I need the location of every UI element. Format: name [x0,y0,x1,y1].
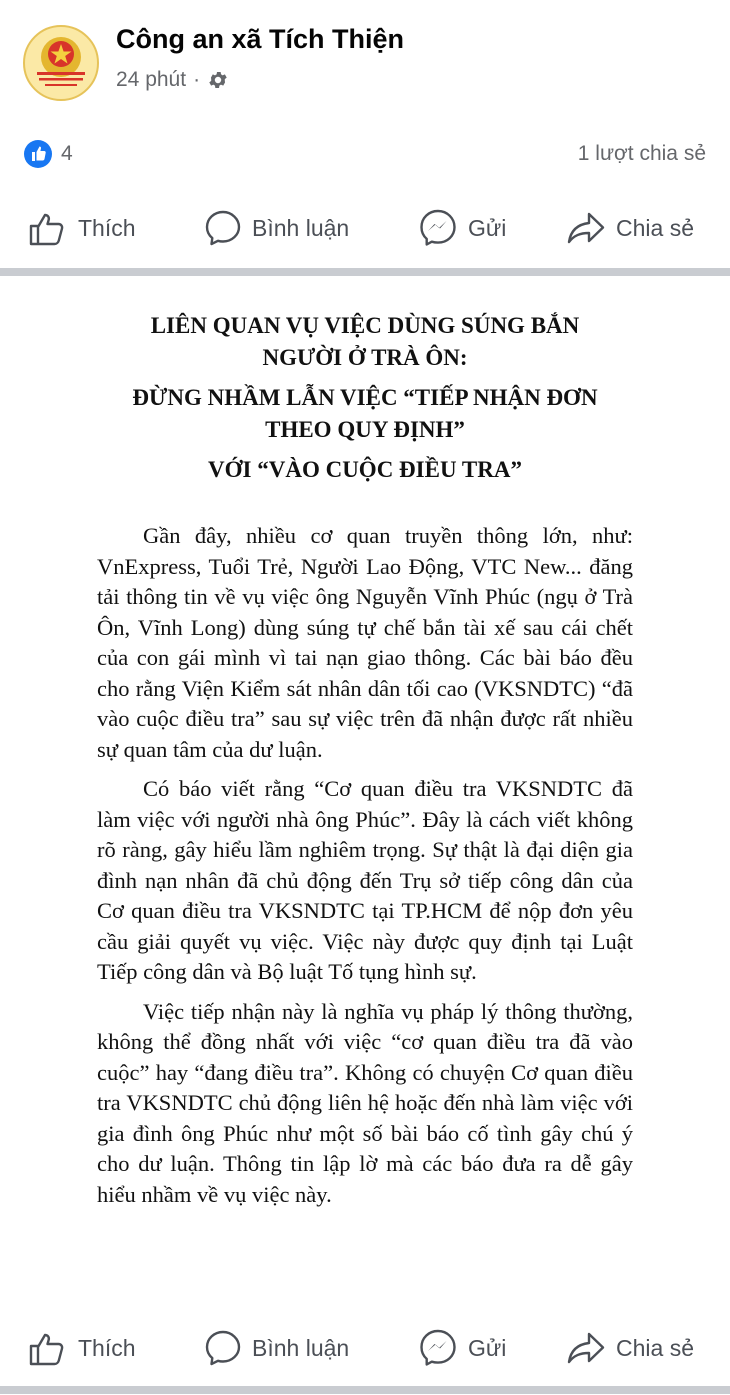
comment-button[interactable] [204,198,349,258]
post-image-article[interactable] [0,276,730,1316]
post-meta [116,68,229,92]
share-button[interactable] [566,198,694,258]
headline-line: LIÊN QUAN VỤ VIỆC DÙNG SÚNG BẮN [150,313,580,338]
article-body [97,521,633,1219]
headline-line: VỚI “VÀO CUỘC ĐIỀU TRA” [208,457,522,482]
meta-separator: · [193,68,201,91]
messenger-icon [418,1328,458,1368]
article-paragraph: Việc tiếp nhận này là nghĩa vụ pháp lý thông thường, không thể đồng nhất với việc “cơ quan điều tra đã vào cuộc” hay “đang điều tra”. Không có chuyện Cơ quan điều tra VKSNDTC chủ động liên hệ hoặc đến nhà làm việc với gia đình ông Phúc như một số bài báo cố tình gây chú ý cho dư luận. Thông tin lập lờ mà các báo đưa ra dễ gây hiểu nhầm về vụ việc này. [97,998,633,1207]
headline-line: THEO QUY ĐỊNH” [265,417,465,442]
share-label: Chia sẻ [616,214,694,241]
reaction-stats [0,138,730,174]
comment-bubble-icon [204,1329,242,1367]
page-avatar[interactable] [23,25,99,101]
article-paragraph: Có báo viết rằng “Cơ quan điều tra VKSNDTC đã làm việc với người nhà ông Phúc”. Đây là cách viết không rõ ràng, gây hiểu lầm nghiêm trọng. Sự thật là đại diện gia đình nạn nhân đã chủ động đến Trụ sở tiếp công dân của Cơ quan điều tra VKSNDTC tại TP.HCM để nộp đơn yêu cầu giải quyết vụ việc. Việc này được quy định tại Luật Tiếp công dân và Bộ luật Tố tụng hình sự. [97,776,633,984]
article-paragraph: Gần đây, nhiều cơ quan truyền thông lớn, như: VnExpress, Tuổi Trẻ, Người Lao Động, VTC New... đăng tải thông tin về vụ việc ông Nguyễn Vĩnh Phúc (ngụ ở Trà Ôn, Vĩnh Long) dùng súng tự chế bắn tài xế sau cái chết của con gái mình vì tai nạn giao thông. Các bài báo đều cho rằng Viện Kiểm sát nhân dân tối cao (VKSNDTC) “đã vào cuộc điều tra” sau sự việc trên đã nhận được rất nhiều sự quan tâm của dư luận. [97,523,633,762]
thumbs-up-icon [28,1329,68,1367]
post-header [0,0,730,120]
comment-bubble-icon [204,209,242,247]
police-emblem-icon [25,27,97,99]
comment-label: Bình luận [252,1334,350,1361]
share-arrow-icon [566,1330,606,1366]
headline-line: NGƯỜI Ở TRÀ ÔN: [262,345,468,370]
section-divider [0,268,730,276]
comment-label: Bình luận [252,214,350,241]
page-name[interactable]: Công an xã Tích Thiện [116,24,405,54]
gear-icon[interactable] [207,69,229,91]
comment-button[interactable] [204,1318,349,1378]
post-time[interactable]: 24 phút [116,68,187,91]
share-count[interactable]: 1 lượt chia sẻ [577,142,706,165]
post-actions-bottom [0,1318,730,1378]
like-reaction-icon[interactable] [24,140,52,168]
send-label: Gửi [468,214,507,241]
section-divider [0,1386,730,1394]
like-label: Thích [78,1334,136,1361]
like-count[interactable]: 4 [61,142,73,165]
headline-line: ĐỪNG NHẦM LẪN VIỆC “TIẾP NHẬN ĐƠN [132,385,598,410]
share-arrow-icon [566,210,606,246]
share-label: Chia sẻ [616,1334,694,1361]
send-button[interactable] [418,198,506,258]
like-button[interactable] [28,198,136,258]
messenger-icon [418,208,458,248]
share-button[interactable] [566,1318,694,1378]
thumbs-up-icon [28,209,68,247]
article-headline [60,310,670,486]
send-label: Gửi [468,1334,507,1361]
like-label: Thích [78,214,136,241]
like-button[interactable] [28,1318,136,1378]
post-actions-top [0,198,730,258]
send-button[interactable] [418,1318,506,1378]
